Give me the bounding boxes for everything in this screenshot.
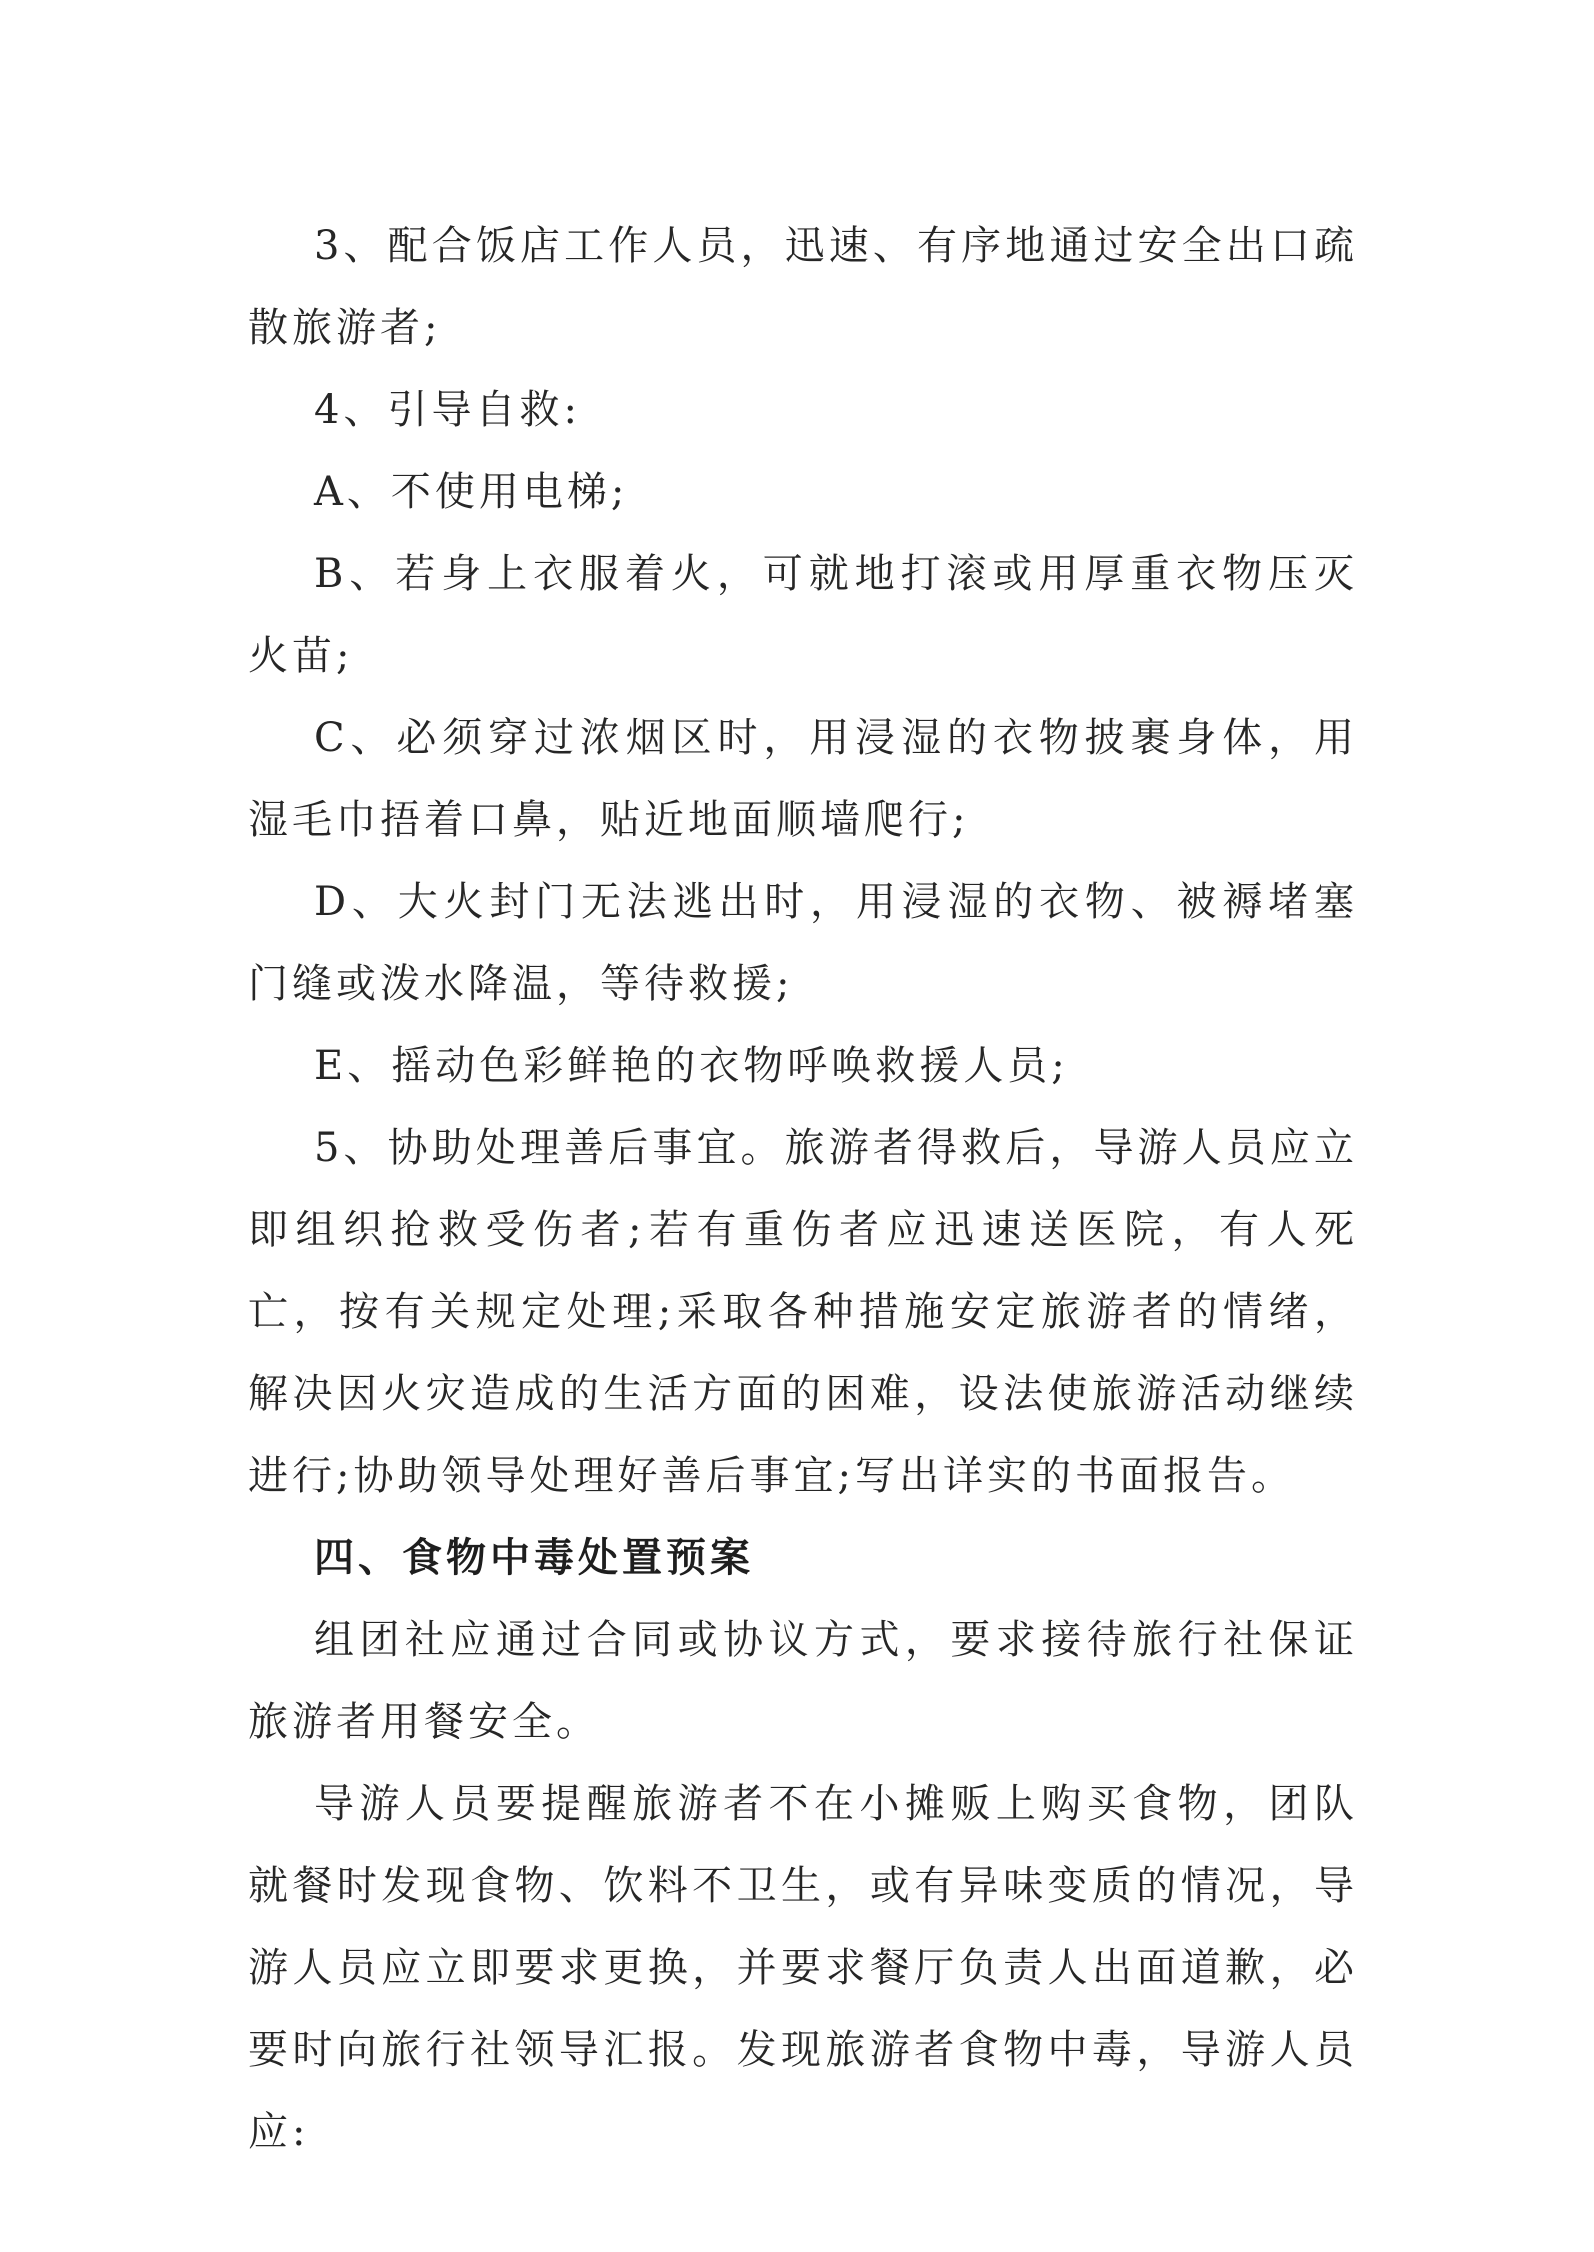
paragraph-item-d: D、大火封门无法逃出时，用浸湿的衣物、被褥堵塞门缝或泼水降温，等待救援; xyxy=(248,879,1358,1007)
paragraph-guide-duties: 导游人员要提醒旅游者不在小摊贩上购买食物，团队就餐时发现食物、饮料不卫生，或有异味变质的情况，导游人员应立即要求更换，并要求餐厅负责人出面道歉，必要时向旅行社领导汇报。发现旅游者食物中毒，导游人员应: xyxy=(248,1781,1358,2155)
paragraph-aftermath: 5、协助处理善后事宜。旅游者得救后，导游人员应立即组织抢救受伤者;若有重伤者应迅速送医院，有人死亡，按有关规定处理;采取各种措施安定旅游者的情绪，解决因火灾造成的生活方面的困难，设法使旅游活动继续进行;协助领导处理好善后事宜;写出详实的书面报告。 xyxy=(248,1125,1358,1499)
paragraph-item-a: A、不使用电梯; xyxy=(314,469,629,515)
paragraph-item-b: B、若身上衣服着火，可就地打滚或用厚重衣物压灭火苗; xyxy=(248,551,1358,679)
paragraph-evacuate: 3、配合饭店工作人员，迅速、有序地通过安全出口疏散旅游者; xyxy=(248,223,1358,351)
paragraph-self-rescue: 4、引导自救: xyxy=(314,387,581,433)
section-heading-food-poisoning: 四、食物中毒处置预案 xyxy=(314,1535,754,1581)
paragraph-contract: 组团社应通过合同或协议方式，要求接待旅行社保证旅游者用餐安全。 xyxy=(248,1617,1358,1745)
paragraph-item-c: C、必须穿过浓烟区时，用浸湿的衣物披裹身体，用湿毛巾捂着口鼻，贴近地面顺墙爬行; xyxy=(248,715,1358,843)
document-body xyxy=(248,205,1358,2173)
paragraph-item-e: E、摇动色彩鲜艳的衣物呼唤救援人员; xyxy=(314,1043,1069,1089)
